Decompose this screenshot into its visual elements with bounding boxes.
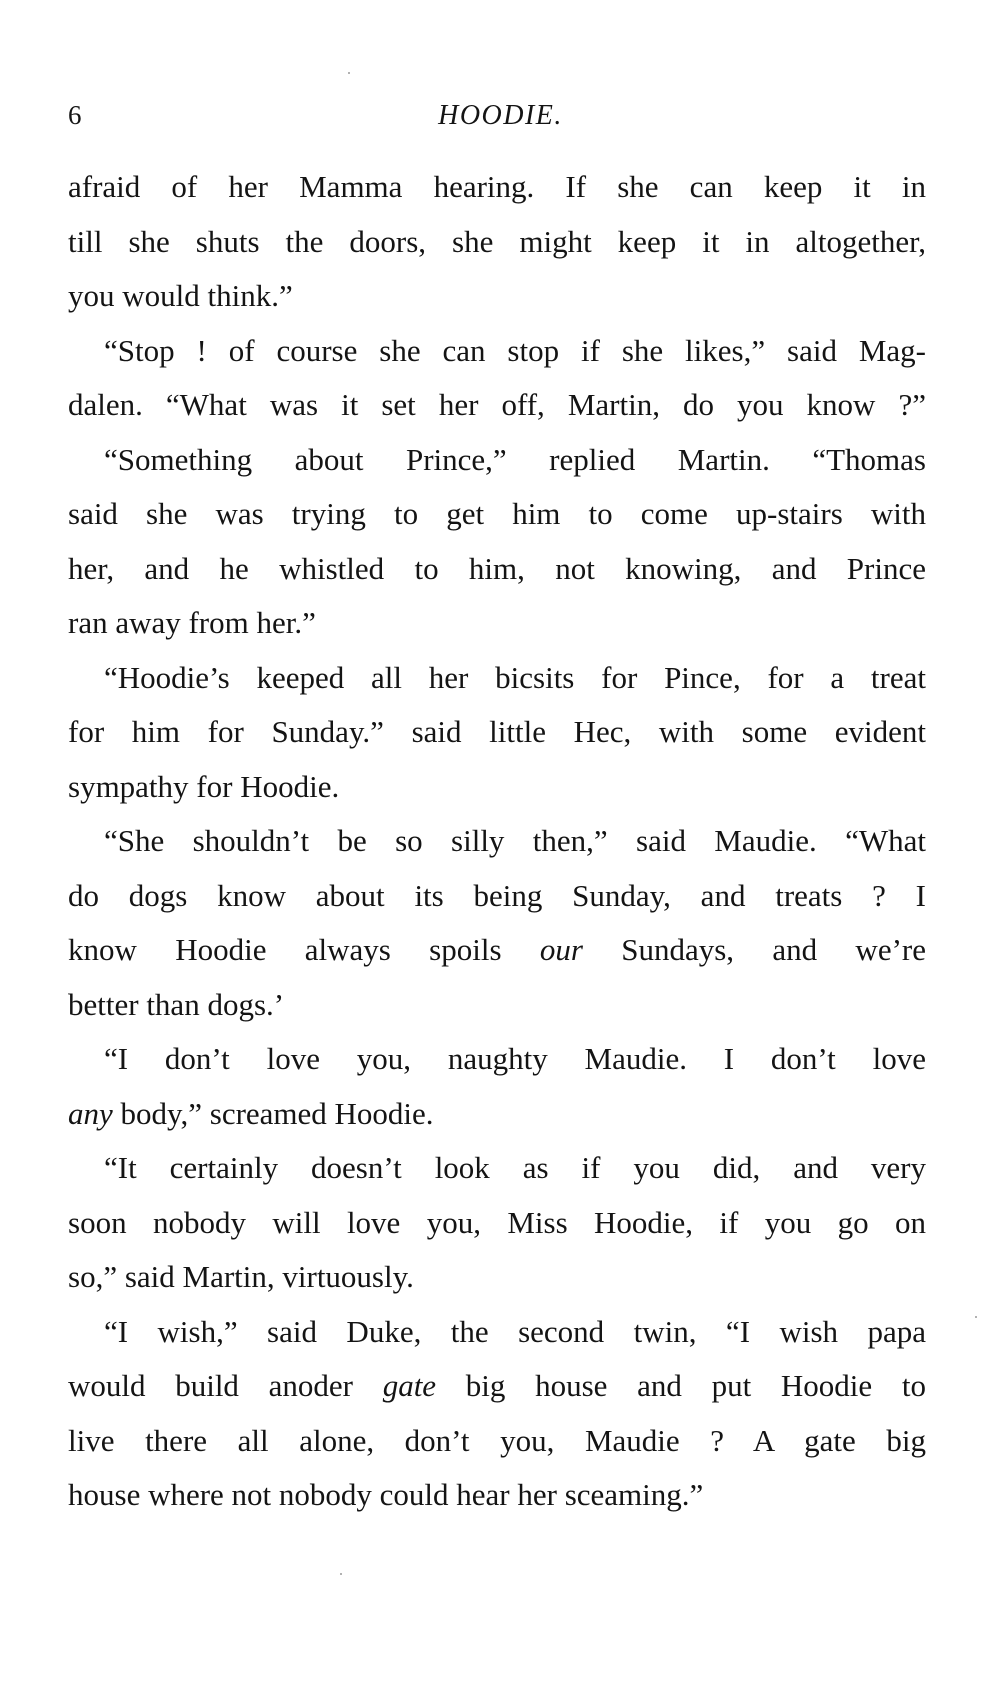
- text-line: “Hoodie’s keeped all her bicsits for Pince, for a treat: [104, 659, 926, 695]
- running-title: HOODIE.: [438, 100, 563, 131]
- text-run: Sundays, and we’re: [582, 932, 926, 967]
- text-line: “Stop ! of course she can stop if she likes,” said Mag-: [104, 332, 926, 368]
- text-run: body,” screamed Hoodie.: [112, 1095, 434, 1131]
- text-line: “I wish,” said Duke, the second twin, “I wish papa: [104, 1313, 926, 1349]
- print-speck: [975, 1316, 977, 1318]
- paragraph: [68, 1305, 926, 1523]
- text-line: dalen. “What was it set her off, Martin, do you know ?”: [68, 387, 926, 422]
- paragraph: [68, 324, 926, 433]
- text-run: big house and put Hoodie to: [436, 1368, 926, 1403]
- emphasis: our: [539, 932, 583, 967]
- paragraph: [68, 160, 926, 324]
- emphasis: any: [68, 1095, 113, 1131]
- paragraph: [68, 1141, 926, 1305]
- text-line: “Something about Prince,” replied Martin. “Thomas: [104, 441, 926, 477]
- text-line: soon nobody will love you, Miss Hoodie, if you go on: [68, 1204, 926, 1240]
- text-line: said she was trying to get him to come up-stairs with: [68, 496, 926, 531]
- text-line: do dogs know about its being Sunday, and treats ? I: [68, 877, 926, 913]
- text-line: afraid of her Mamma hearing. If she can keep it in: [68, 169, 926, 204]
- text-line: [68, 1359, 926, 1414]
- text-line: [68, 923, 926, 978]
- text-run: would build anoder: [68, 1368, 383, 1403]
- text-line: “She shouldn’t be so silly then,” said Maudie. “What: [104, 823, 926, 858]
- emphasis: gate: [382, 1368, 437, 1403]
- paragraph: [68, 814, 926, 1032]
- paragraph: [68, 1032, 926, 1141]
- text-line: sympathy for Hoodie.: [68, 768, 340, 804]
- text-line: live there all alone, don’t you, Maudie ? A gate big: [68, 1422, 926, 1458]
- text-line: “It certainly doesn’t look as if you did, and very: [104, 1150, 926, 1185]
- text-line: her, and he whistled to him, not knowing, and Prince: [68, 550, 926, 586]
- print-speck: [348, 72, 350, 74]
- text-line: till she shuts the doors, she might keep it in altogether,: [68, 223, 926, 259]
- print-speck: [340, 1573, 342, 1575]
- paragraph: [68, 433, 926, 651]
- text-line: house where not nobody could hear her sceaming.”: [68, 1477, 704, 1512]
- text-line: you would think.”: [68, 278, 293, 313]
- body-text: [68, 160, 926, 1523]
- text-line: so,” said Martin, virtuously.: [68, 1259, 414, 1294]
- text-line: better than dogs.’: [68, 986, 285, 1022]
- paragraph: [68, 651, 926, 815]
- page-number: 6: [68, 100, 82, 130]
- running-head: [68, 100, 933, 140]
- text-line: for him for Sunday.” said little Hec, with some evident: [68, 714, 926, 749]
- text-line: “I don’t love you, naughty Maudie. I don’t love: [104, 1041, 926, 1076]
- text-run: know Hoodie always spoils: [68, 932, 540, 967]
- text-line: [68, 1087, 926, 1142]
- text-line: ran away from her.”: [68, 605, 316, 640]
